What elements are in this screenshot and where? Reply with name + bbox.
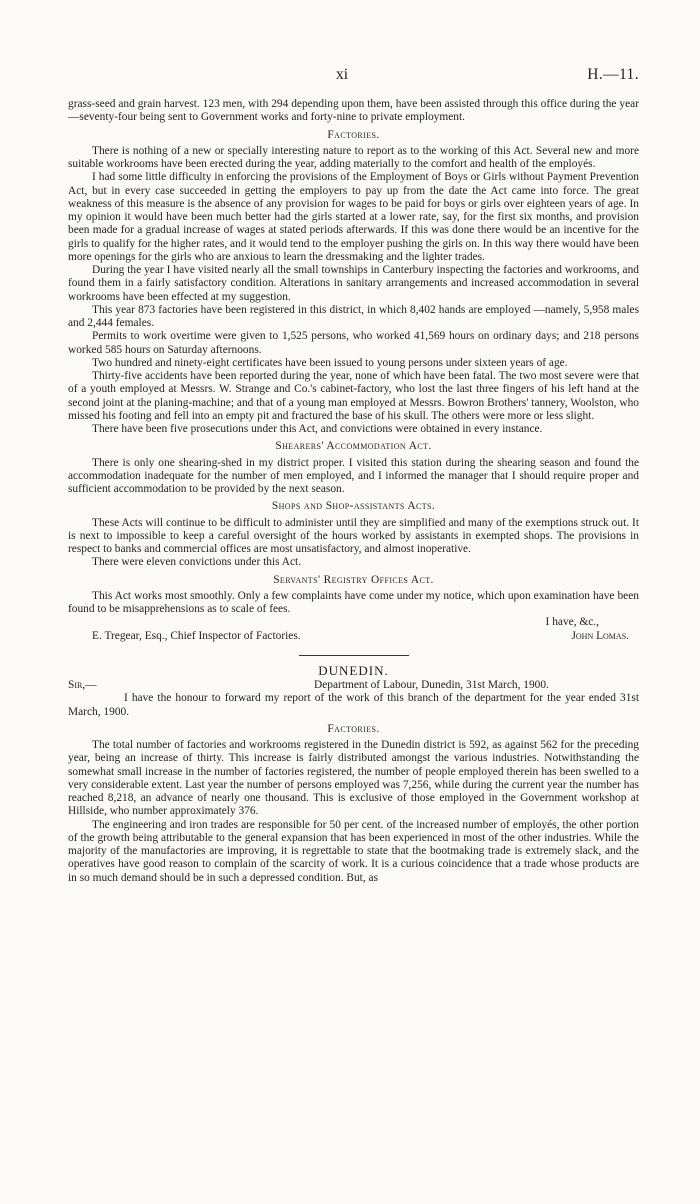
opening-paragraph: I have the honour to forward my report of the work of this branch of the department for the year ended 31st March, 1900. xyxy=(68,692,639,718)
paragraph: There is only one shearing-shed in my district proper. I visited this station during the shearing season and found the accommodation inadequate for the number of men employed, and I informed the manager that I should require proper and sufficient accommodation to be provided by the next season. xyxy=(68,456,639,495)
paragraph: This Act works most smoothly. Only a few complaints have come under my notice, which upon examination have been found to be misapprehensions as to scale of fees. xyxy=(68,589,639,615)
section-heading-factories-dunedin: Factories. xyxy=(327,722,380,735)
paragraph: Two hundred and ninety-eight certificates have been issued to young persons under sixteen years of age. xyxy=(92,356,568,369)
salutation: Sir,— xyxy=(68,679,97,691)
signer-name: John Lomas. xyxy=(571,629,629,642)
section-heading-servants: Servants' Registry Offices Act. xyxy=(273,573,434,586)
signature-row xyxy=(68,630,639,643)
section-divider xyxy=(299,655,409,656)
intro-paragraph: grass-seed and grain harvest. 123 men, with 294 depending upon them, have been assisted through this office during the year—seventy-four being sent to Government works and forty-nine to private employment. xyxy=(68,98,639,124)
paragraph: Permits to work overtime were given to 1,525 persons, who worked 41,569 hours on ordinary days; and 218 persons worked 585 hours on Saturday afternoons. xyxy=(68,330,639,356)
paragraph: This year 873 factories have been registered in this district, in which 8,402 hands are employed —namely, 5,958 males and 2,444 females. xyxy=(68,303,639,329)
section-heading-factories: Factories. xyxy=(327,128,380,141)
letter-address: Department of Labour, Dunedin, 31st March, 1900. xyxy=(314,679,549,691)
salutation-row xyxy=(68,679,639,692)
closing-line xyxy=(68,616,639,629)
document-code: H.—11. xyxy=(587,66,639,83)
district-heading: DUNEDIN. xyxy=(318,662,389,678)
paragraph: Thirty-five accidents have been reported during the year, none of which have been fatal. The two most severe were that of a youth employed at Messrs. W. Strange and Co.'s cabinet-factory, who lost the last three fingers of his left hand at the second joint at the planing-machine; and that of a young man employed at Messrs. Bowron Brothers' tannery, Woolston, who missed his footing and fell into an empty pit and fractured the base of his skull. The others were more or less slight. xyxy=(68,370,639,422)
section-heading-shearers: Shearers' Accommodation Act. xyxy=(275,440,432,453)
paragraph: During the year I have visited nearly all the small townships in Canterbury inspecting the factories and workrooms, and found them in a fairly satisfactory condition. Alterations in sanitary arrangements and increased accommodation in several workrooms have been effected at my suggestion. xyxy=(68,264,639,303)
page-number: xi xyxy=(336,66,349,83)
report-body xyxy=(68,98,639,885)
addressee: E. Tregear, Esq., Chief Inspector of Factories. xyxy=(92,629,301,642)
paragraph: The total number of factories and workrooms registered in the Dunedin district is 592, as against 562 for the preceding year, being an increase of thirty. This increase is fairly distributed amongst the various industries. Notwithstanding the somewhat small increase in the number of factories registered, the number of people employed therein has been swelled to a very considerable extent. Last year the number of persons employed was 7,256, while during the current year the number has reached 8,218, an advance of nearly one thousand. This is exclusive of those employed in the Government workshop at Hillside, who number approximately 376. xyxy=(68,739,639,818)
paragraph: I had some little difficulty in enforcing the provisions of the Employment of Boys or Girls without Payment Prevention Act, but in every case succeeded in getting the employers to pay up from the date the Act came into force. The great weakness of this measure is the absence of any provision for wages to be paid for boys or girls over eighteen years of age. In my opinion it would have been much better had the girls started at a lower rate, say, for the first six months, and provision been made for a gradual increase of wages at stated periods afterwards. If this was done there would be an incentive for the girls to qualify for the higher rates, and it would tend to the employer pushing the girls on. In this way there would have been more openings for the girls who are anxious to learn the dressmaking and the lighter trades. xyxy=(68,171,639,263)
closing-text: I have, &c., xyxy=(545,616,599,629)
paragraph: The engineering and iron trades are responsible for 50 per cent. of the increased number of employés, the other portion of the growth being attributable to the general expansion that has been experienced in most of the other industries. While the majority of the manufactories are improving, it is regrettable to state that the bootmaking trade is extremely slack, and the operatives have good reason to complain of the scarcity of work. It is a curious coincidence that a trade whose products are in so much demand should be in such a depressed condition. But, as xyxy=(68,818,639,884)
paragraph: There is nothing of a new or specially interesting nature to report as to the working of this Act. Several new and more suitable workrooms have been erected during the year, adding materially to the comfort and health of the employés. xyxy=(68,144,639,170)
paragraph: These Acts will continue to be difficult to administer until they are simplified and many of the exemptions struck out. It is next to impossible to keep a careful oversight of the hours worked by assistants in exempted shops. The provisions in respect to banks and commercial offices are most unsatisfactory, and almost inoperative. xyxy=(68,516,639,555)
paragraph: There have been five prosecutions under this Act, and convictions were obtained in every instance. xyxy=(92,423,543,435)
section-heading-shops: Shops and Shop-assistants Acts. xyxy=(271,500,436,513)
paragraph: There were eleven convictions under this Act. xyxy=(92,556,302,569)
